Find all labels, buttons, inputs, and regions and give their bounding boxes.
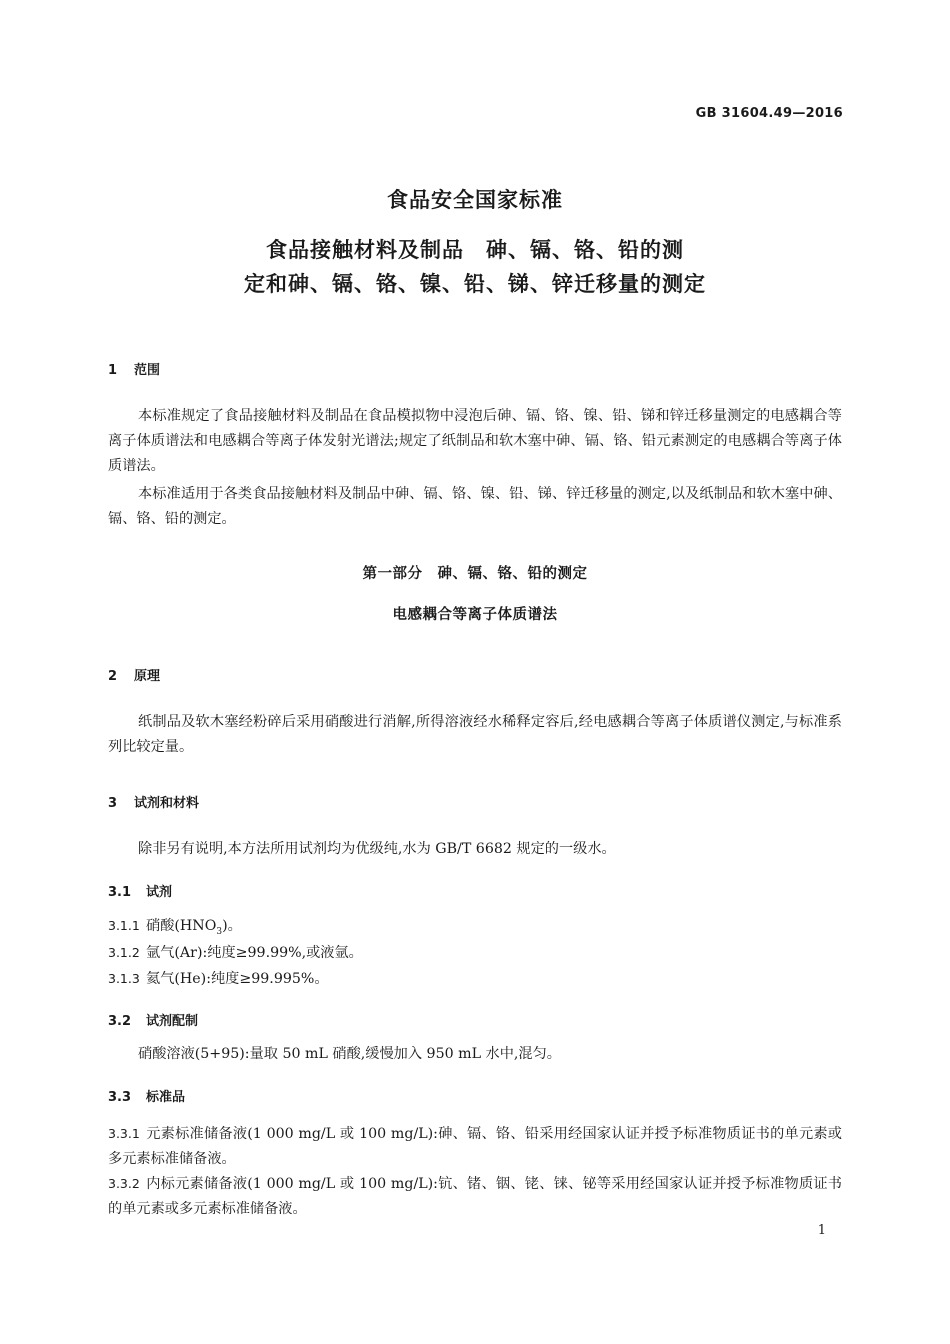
section-number: 3.3 bbox=[108, 1090, 132, 1105]
item-number: 3.1.1 bbox=[108, 918, 140, 933]
item-number: 3.3.2 bbox=[108, 1176, 140, 1191]
item-number: 3.1.3 bbox=[108, 971, 140, 986]
item-3-3-1: 3.3.1 元素标准储备液(1 000 mg/L 或 100 mg/L):砷、镉、铬、铅采用经国家认证并授予标准物质证书的单元素或多元素标准储备液。 bbox=[108, 1121, 842, 1172]
item-3-1-1: 3.1.1 硝酸$(HNO_3)$。 bbox=[108, 913, 842, 945]
section-title: 试剂 bbox=[146, 885, 173, 900]
section-title: 原理 bbox=[134, 669, 161, 684]
section-1-heading bbox=[108, 359, 160, 378]
section-3-2-heading bbox=[108, 1010, 198, 1029]
section-number: 3 bbox=[108, 796, 118, 811]
section-1-paragraph-2: 本标准适用于各类食品接触材料及制品中砷、镉、铬、镍、铅、锑、锌迁移量的测定,以及纸制品和软木塞中砷、镉、铬、铅的测定。 bbox=[108, 486, 842, 527]
section-number: 2 bbox=[108, 669, 118, 684]
method-heading: 电感耦合等离子体质谱法 bbox=[392, 607, 558, 623]
section-number: 3.2 bbox=[108, 1014, 132, 1029]
section-3-paragraph: 除非另有说明,本方法所用试剂均为优级纯,水为 GB/T 6682 规定的一级水。 bbox=[138, 841, 616, 857]
document-subtitle-line-1: 食品接触材料及制品 砷、镉、铬、铅的测 bbox=[266, 238, 684, 262]
section-number: 1 bbox=[108, 363, 118, 378]
item-3-3-2: 3.3.2 内标元素储备液(1 000 mg/L 或 100 mg/L):钪、锗、铟、铑、铼、铋等采用经国家认证并授予标准物质证书的单元素或多元素标准储备液。 bbox=[108, 1171, 842, 1222]
section-title: 试剂和材料 bbox=[134, 796, 200, 811]
section-2-heading bbox=[108, 665, 160, 684]
item-3-1-3: 3.1.3 氦气(He):纯度≥99.995%。 bbox=[108, 966, 842, 992]
part-1-heading: 第一部分 砷、镉、铬、铅的测定 bbox=[362, 566, 588, 582]
document-subtitle-line-2: 定和砷、镉、铬、镍、铅、锑、锌迁移量的测定 bbox=[244, 272, 706, 296]
page-number: 1 bbox=[817, 1223, 826, 1238]
section-number: 3.1 bbox=[108, 885, 132, 900]
section-3-2-paragraph: 硝酸溶液(5+95):量取 50 mL 硝酸,缓慢加入 950 mL 水中,混匀。 bbox=[138, 1046, 561, 1062]
item-number: 3.3.1 bbox=[108, 1126, 140, 1141]
standard-number: GB 31604.49—2016 bbox=[695, 106, 843, 121]
section-3-3-heading bbox=[108, 1086, 185, 1105]
section-1-paragraph-1: 本标准规定了食品接触材料及制品在食品模拟物中浸泡后砷、镉、铬、镍、铅、锑和锌迁移量测定的电感耦合等离子体质谱法和电感耦合等离子体发射光谱法;规定了纸制品和软木塞中砷、镉、铬、铅元素测定的电感耦合等离子体质谱法。 bbox=[108, 408, 842, 474]
section-title: 标准品 bbox=[146, 1090, 186, 1105]
section-3-1-heading bbox=[108, 881, 172, 900]
section-3-heading bbox=[108, 792, 199, 811]
item-number: 3.1.2 bbox=[108, 945, 140, 960]
section-2-paragraph: 纸制品及软木塞经粉碎后采用硝酸进行消解,所得溶液经水稀释定容后,经电感耦合等离子体质谱仪测定,与标准系列比较定量。 bbox=[108, 714, 842, 755]
item-3-1-2: 3.1.2 氩气(Ar):纯度≥99.99%,或液氩。 bbox=[108, 940, 842, 966]
section-title: 范围 bbox=[134, 363, 161, 378]
document-title: 食品安全国家标准 bbox=[387, 188, 563, 212]
section-title: 试剂配制 bbox=[146, 1014, 199, 1029]
